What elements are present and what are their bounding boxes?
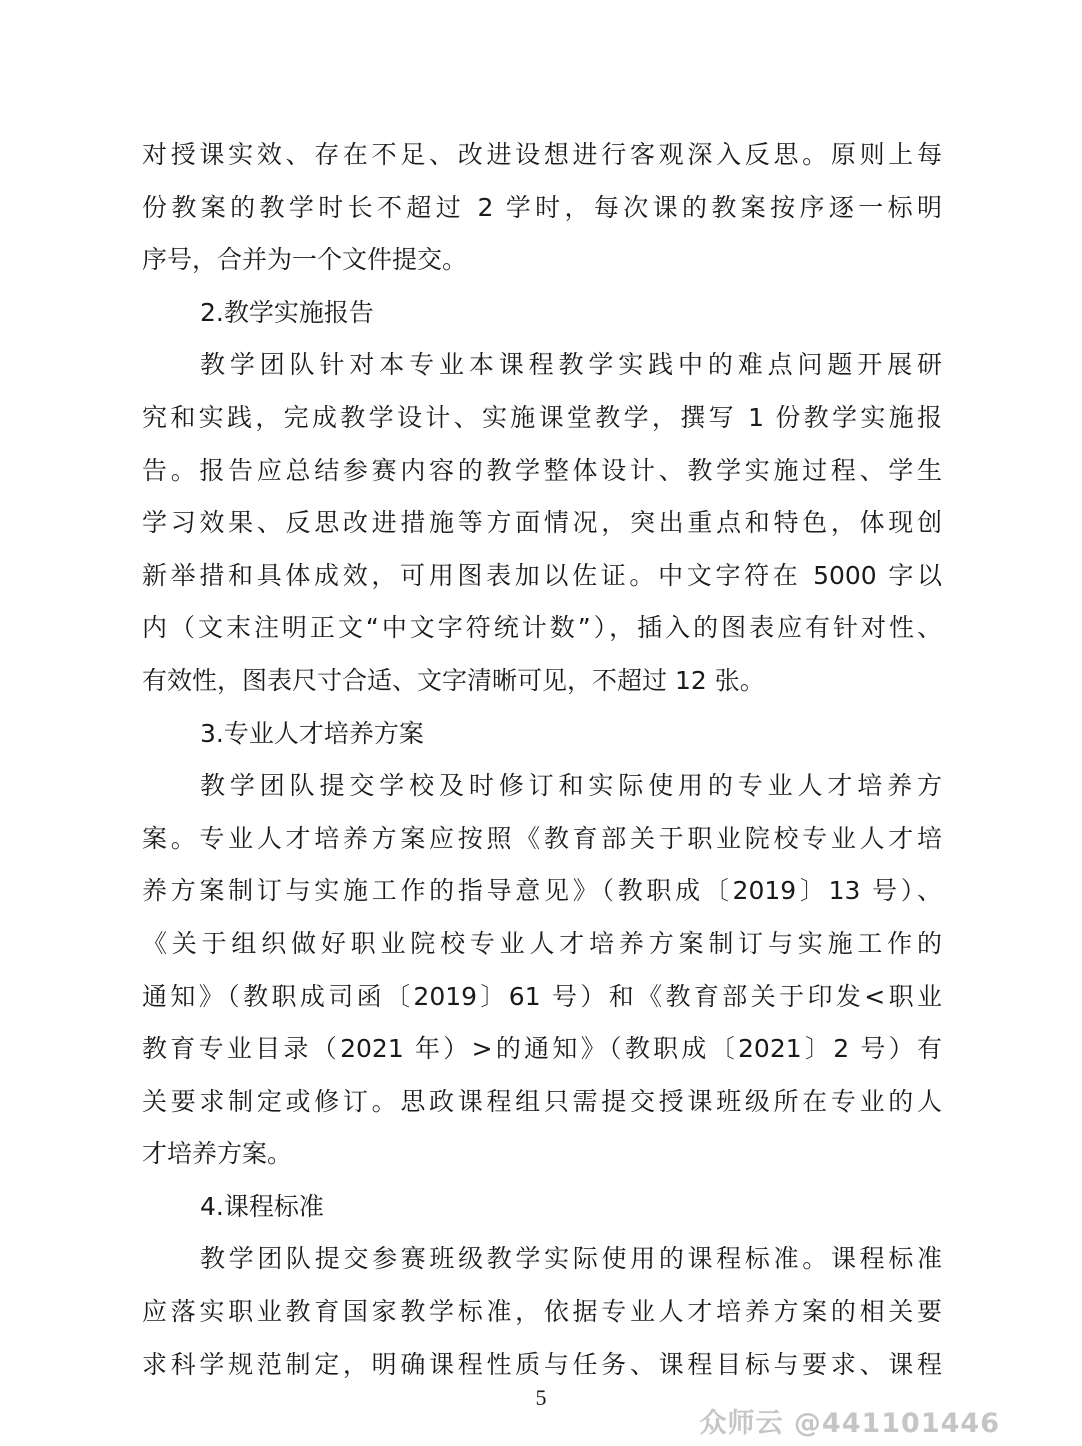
- paragraph-line: 对授课实效、存在不足、改进设想进行客观深入反思。原则上每: [142, 140, 942, 169]
- paragraph-line: 究和实践，完成教学设计、实施课堂教学，撰写 1 份教学实施报: [142, 402, 942, 432]
- paragraph-line: 教学团队提交学校及时修订和实际使用的专业人才培养方: [200, 771, 942, 801]
- paragraph-line: 内（文末注明正文“中文字符统计数”），插入的图表应有针对性、: [142, 613, 942, 643]
- paragraph-line: 通知》（教职成司函〔2019〕61 号）和《教育部关于印发<职业: [142, 981, 942, 1011]
- section-heading: 2.教学实施报告: [200, 297, 374, 327]
- paragraph-line: 应落实职业教育国家教学标准，依据专业人才培养方案的相关要: [142, 1297, 942, 1327]
- paragraph-line: 学习效果、反思改进措施等方面情况，突出重点和特色，体现创: [142, 508, 942, 538]
- paragraph-line: 养方案制订与实施工作的指导意见》（教职成〔2019〕13 号）、: [142, 876, 942, 906]
- page-number: 5: [535, 1385, 547, 1410]
- document-body: [142, 129, 942, 1391]
- paragraph-line: 教学团队针对本专业本课程教学实践中的难点问题开展研: [200, 350, 942, 380]
- paragraph-line: 教学团队提交参赛班级教学实际使用的课程标准。课程标准: [200, 1244, 942, 1274]
- paragraph-line: 新举措和具体成效，可用图表加以佐证。中文字符在 5000 字以: [142, 560, 942, 590]
- paragraph-line: 求科学规范制定，明确课程性质与任务、课程目标与要求、课程: [142, 1349, 942, 1379]
- watermark-text: 众师云 @441101446: [699, 1408, 1000, 1439]
- paragraph-line: 关要求制定或修订。思政课程组只需提交授课班级所在专业的人: [142, 1086, 942, 1116]
- paragraph-line: 告。报告应总结参赛内容的教学整体设计、教学实施过程、学生: [142, 455, 942, 485]
- paragraph-line: 教育专业目录（2021 年）>的通知》（教职成〔2021〕2 号）有: [142, 1034, 942, 1064]
- paragraph-line: 案。专业人才培养方案应按照《教育部关于职业院校专业人才培: [142, 823, 942, 853]
- paragraph-line: 有效性，图表尺寸合适、文字清晰可见，不超过 12 张。: [142, 665, 765, 695]
- paragraph-line: 才培养方案。: [142, 1139, 293, 1169]
- paragraph-line: 《关于组织做好职业院校专业人才培养方案制订与实施工作的: [142, 928, 942, 958]
- section-heading: 3.专业人才培养方案: [200, 718, 424, 748]
- paragraph-line: 份教案的教学时长不超过 2 学时，每次课的教案按序逐一标明: [142, 192, 942, 222]
- paragraph-line: 序号，合并为一个文件提交。: [142, 245, 468, 275]
- section-heading: 4.课程标准: [200, 1191, 324, 1221]
